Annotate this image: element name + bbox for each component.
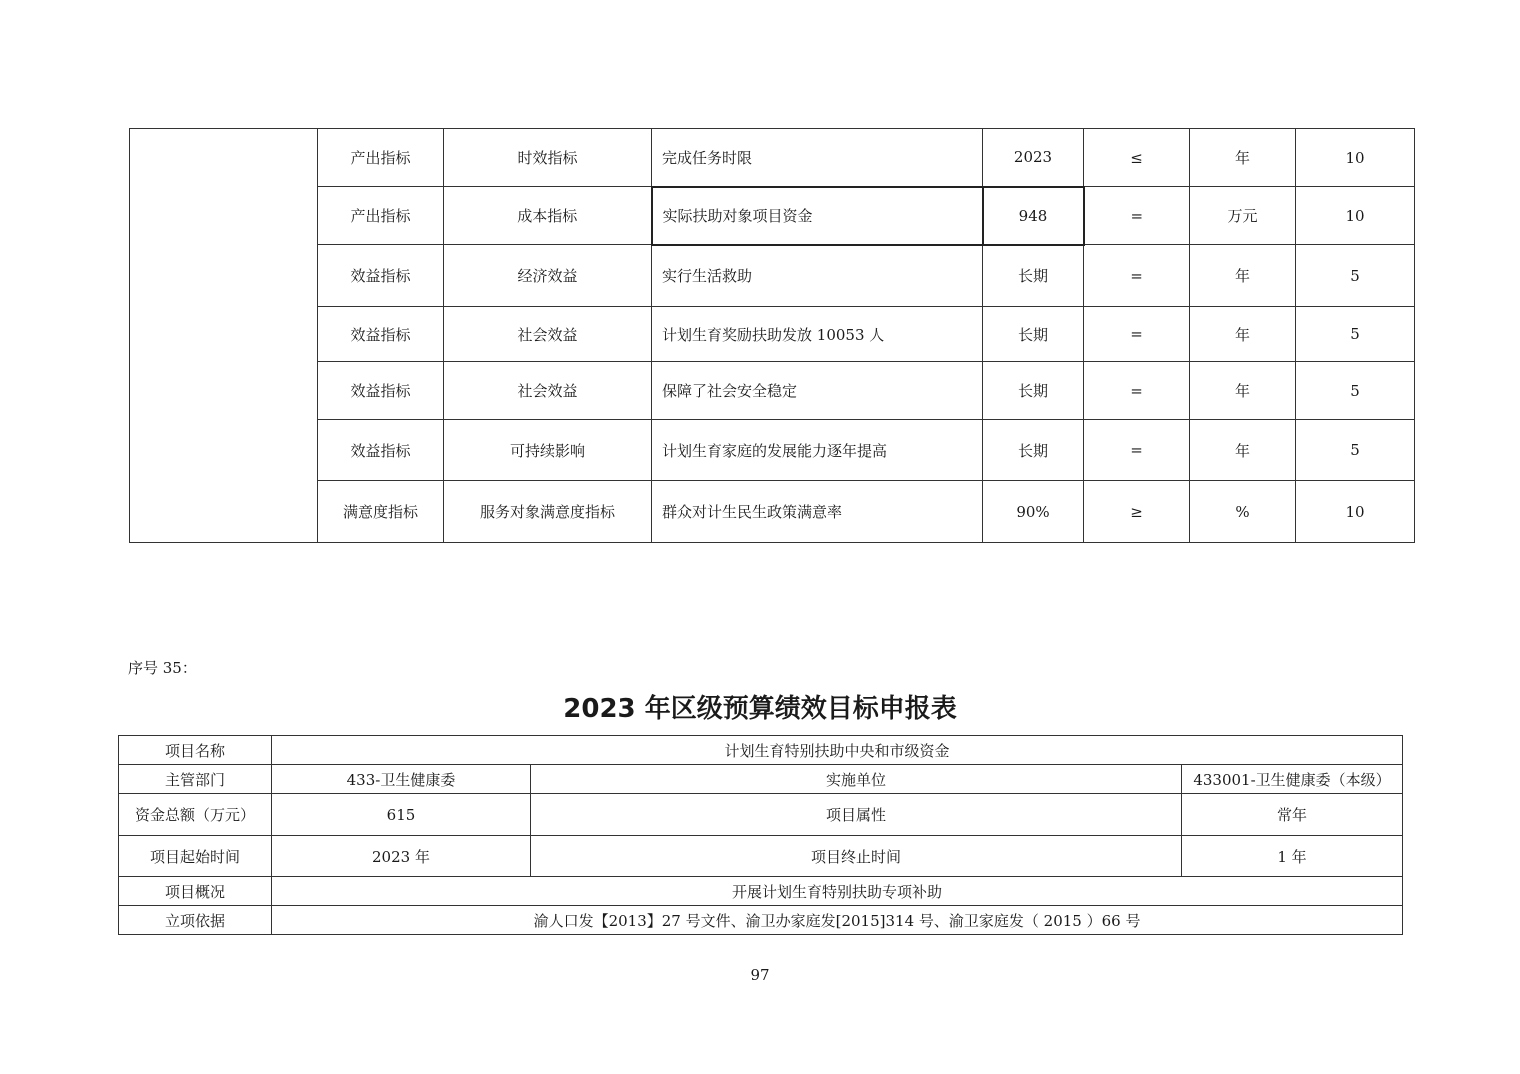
level1-cell: 满意度指标 [318,481,444,543]
table-row [130,187,1415,245]
level3-cell: 计划生育奖励扶助发放 10053 人 [652,307,983,362]
value-cell: 长期 [983,307,1084,362]
sequence-label: 序号 35： [128,659,197,677]
level1-cell: 效益指标 [318,420,444,481]
unit-cell: 年 [1190,245,1296,307]
unit-label: 实施单位 [531,765,1182,794]
blank-category-cell [130,129,318,543]
level3-cell: 完成任务时限 [652,129,983,187]
level3-cell: 计划生育家庭的发展能力逐年提高 [652,420,983,481]
table-row [119,794,1403,836]
basis-label: 立项依据 [119,906,272,935]
operator-cell: = [1084,187,1190,245]
unit-cell: 年 [1190,307,1296,362]
score-cell: 5 [1296,362,1415,420]
level2-cell: 成本指标 [444,187,652,245]
project-name-value: 计划生育特别扶助中央和市级资金 [272,736,1403,765]
unit-value: 433001-卫生健康委（本级） [1182,765,1403,794]
level1-cell: 效益指标 [318,245,444,307]
basis-value: 渝人口发【2013】27 号文件、渝卫办家庭发[2015]314 号、渝卫家庭发（ 2015 ）66 号 [272,906,1403,935]
operator-cell: = [1084,362,1190,420]
end-label: 项目终止时间 [531,836,1182,877]
level1-cell: 产出指标 [318,129,444,187]
level3-cell: 实际扶助对象项目资金 [652,187,983,245]
amount-label: 资金总额（万元） [119,794,272,836]
value-cell: 长期 [983,420,1084,481]
unit-cell: % [1190,481,1296,543]
value-cell: 长期 [983,245,1084,307]
level2-cell: 经济效益 [444,245,652,307]
score-cell: 10 [1296,129,1415,187]
unit-cell: 年 [1190,362,1296,420]
level2-cell: 社会效益 [444,307,652,362]
table-row [119,765,1403,794]
table-row [130,129,1415,187]
table-row [130,245,1415,307]
table-row [119,736,1403,765]
table-row [119,906,1403,935]
level1-cell: 效益指标 [318,307,444,362]
score-cell: 10 [1296,187,1415,245]
value-cell: 90% [983,481,1084,543]
value-cell: 2023 [983,129,1084,187]
score-cell: 5 [1296,420,1415,481]
attr-value: 常年 [1182,794,1403,836]
unit-cell: 年 [1190,129,1296,187]
table-row [130,362,1415,420]
overview-label: 项目概况 [119,877,272,906]
level2-cell: 时效指标 [444,129,652,187]
start-value: 2023 年 [272,836,531,877]
level2-cell: 可持续影响 [444,420,652,481]
level3-cell: 保障了社会安全稳定 [652,362,983,420]
level2-cell: 社会效益 [444,362,652,420]
score-cell: 5 [1296,245,1415,307]
dept-label: 主管部门 [119,765,272,794]
value-cell: 948 [983,187,1084,245]
page-number: 97 [750,966,770,984]
project-name-label: 项目名称 [119,736,272,765]
level1-cell: 效益指标 [318,362,444,420]
table-row [119,877,1403,906]
operator-cell: = [1084,245,1190,307]
score-cell: 10 [1296,481,1415,543]
unit-cell: 年 [1190,420,1296,481]
overview-value: 开展计划生育特别扶助专项补助 [272,877,1403,906]
table-row [130,307,1415,362]
operator-cell: = [1084,307,1190,362]
attr-label: 项目属性 [531,794,1182,836]
level2-cell: 服务对象满意度指标 [444,481,652,543]
level1-cell: 产出指标 [318,187,444,245]
indicator-table [129,128,1415,543]
dept-value: 433-卫生健康委 [272,765,531,794]
operator-cell: = [1084,420,1190,481]
table-row [130,420,1415,481]
table-row [130,481,1415,543]
score-cell: 5 [1296,307,1415,362]
amount-value: 615 [272,794,531,836]
operator-cell: ≤ [1084,129,1190,187]
value-cell: 长期 [983,362,1084,420]
level3-cell: 群众对计生民生政策满意率 [652,481,983,543]
form-title: 2023 年区级预算绩效目标申报表 [563,694,957,724]
operator-cell: ≥ [1084,481,1190,543]
level3-cell: 实行生活救助 [652,245,983,307]
end-value: 1 年 [1182,836,1403,877]
table-row [119,836,1403,877]
declaration-form-table [118,735,1403,935]
unit-cell: 万元 [1190,187,1296,245]
start-label: 项目起始时间 [119,836,272,877]
